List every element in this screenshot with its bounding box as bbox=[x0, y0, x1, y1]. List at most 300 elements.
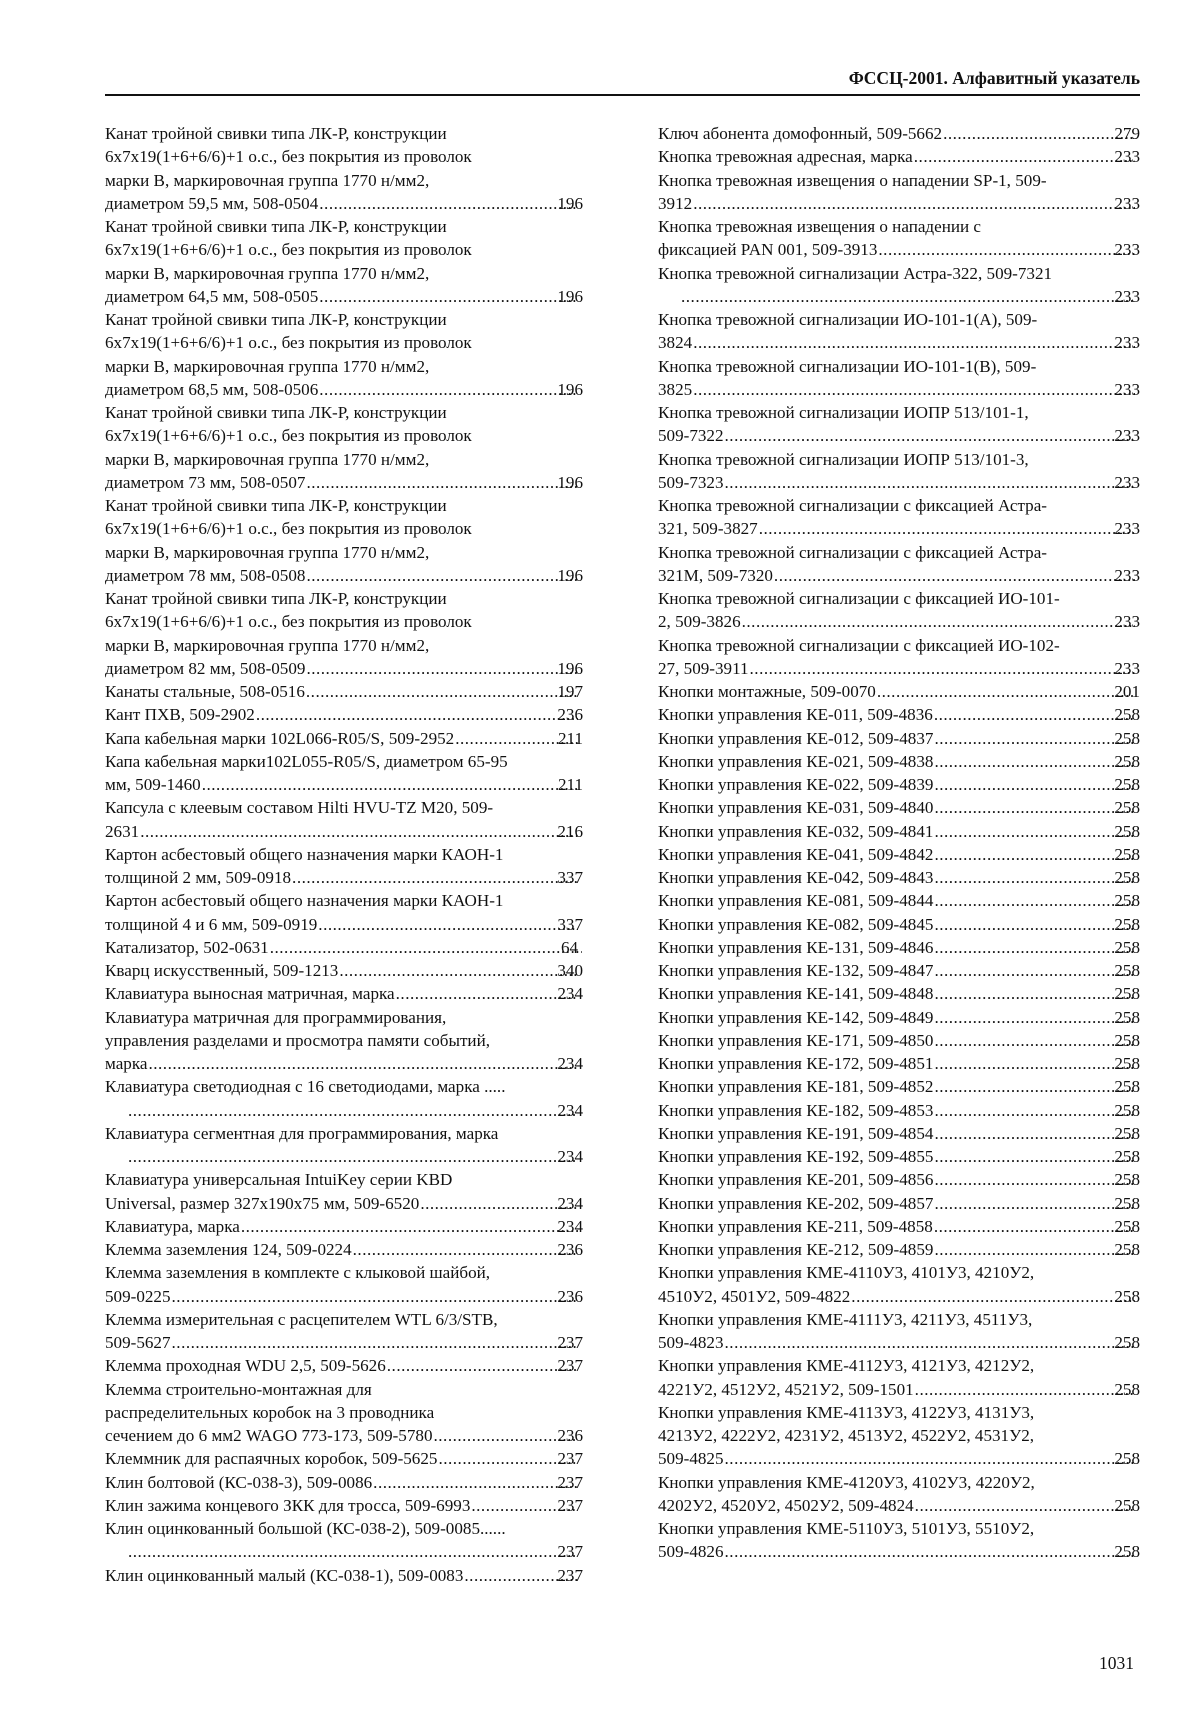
index-entry bbox=[658, 448, 1140, 495]
index-entry-last-line bbox=[658, 936, 1140, 959]
index-entry bbox=[658, 773, 1140, 796]
index-entry-text: Кнопки управления КЕ-082, 509-4845 bbox=[658, 914, 934, 934]
index-entry bbox=[105, 936, 583, 959]
dot-leader bbox=[914, 145, 1136, 168]
index-entry-last-line bbox=[658, 1075, 1140, 1098]
dot-leader bbox=[934, 889, 1135, 912]
index-entry-line: марки В, маркировочная группа 1770 н/мм2, bbox=[105, 263, 430, 283]
index-entry bbox=[105, 401, 583, 494]
index-entry-page: 197 bbox=[557, 682, 583, 701]
dot-leader bbox=[319, 285, 578, 308]
index-entry-page: 196 bbox=[557, 658, 583, 678]
index-entry bbox=[105, 1564, 583, 1587]
index-entry bbox=[658, 1052, 1140, 1075]
index-entry-page: 234 bbox=[557, 1054, 583, 1073]
index-entry-text: 509-4825 bbox=[658, 1449, 724, 1469]
index-entry-text: Кнопки управления КЕ-081, 509-4844 bbox=[658, 891, 934, 911]
index-entry bbox=[658, 634, 1140, 681]
index-entry-line: Кнопка тревожной сигнализации с фиксацией Астра- bbox=[658, 496, 1047, 515]
index-entry-last-line bbox=[105, 1424, 583, 1447]
index-entry-page: 233 bbox=[1114, 240, 1140, 260]
index-entry bbox=[658, 1099, 1140, 1122]
index-entry-text: Клин зажима концевого ЗКК для тросса, 509-6993 bbox=[105, 1495, 471, 1515]
index-entry-page: 337 bbox=[557, 914, 583, 934]
index-entry-page: 236 bbox=[557, 1240, 583, 1259]
index-entry-line: Канат тройной свивки типа ЛК-Р, конструкции bbox=[105, 124, 447, 143]
index-entry-text: фиксацией PAN 001, 509-3913 bbox=[658, 240, 878, 260]
index-entry-page: 258 bbox=[1114, 821, 1140, 841]
index-entry-text: Кнопки управления КЕ-041, 509-4842 bbox=[658, 844, 934, 864]
index-entry-page: 237 bbox=[557, 1542, 583, 1562]
dot-leader bbox=[306, 564, 578, 587]
index-entry-text: Клемма заземления 124, 509-0224 bbox=[105, 1240, 352, 1259]
index-entry bbox=[105, 796, 583, 843]
dot-leader bbox=[934, 1238, 1135, 1261]
index-entry-text: Кнопки управления КЕ-021, 509-4838 bbox=[658, 751, 934, 771]
index-entry-line: Кнопка тревожной сигнализации с фиксацией Астра- bbox=[658, 542, 1047, 562]
dot-leader bbox=[318, 913, 578, 936]
index-entry-text: 3824 bbox=[658, 333, 693, 353]
index-entry-last-line bbox=[105, 703, 583, 726]
index-entry-line: Канат тройной свивки типа ЛК-Р, конструкции bbox=[105, 589, 447, 608]
index-entry-line: 6х7х19(1+6+6/6)+1 о.с., без покрытия из проволок bbox=[105, 612, 472, 632]
index-entry-text: Катализатор, 502-0631 bbox=[105, 937, 269, 957]
index-entry-last-line bbox=[658, 1192, 1140, 1215]
index-entry-text: 4221У2, 4512У2, 4521У2, 509-1501 bbox=[658, 1379, 914, 1399]
index-entry-page: 236 bbox=[557, 1286, 583, 1306]
index-entry-page: 211 bbox=[557, 728, 583, 748]
index-entry-line: Кнопка тревожной сигнализации ИОПР 513/101-3, bbox=[658, 449, 1029, 469]
index-entry-page: 258 bbox=[1114, 1170, 1140, 1190]
index-entry-text: 509-7323 bbox=[658, 472, 724, 492]
index-entry bbox=[658, 1192, 1140, 1215]
index-entry-last-line bbox=[658, 610, 1140, 633]
index-entry bbox=[658, 262, 1140, 309]
index-entry bbox=[105, 982, 583, 1005]
index-entry-text: Кнопки управления КЕ-171, 509-4850 bbox=[658, 1030, 934, 1050]
index-entry bbox=[658, 1029, 1140, 1052]
index-entry-page: 258 bbox=[1114, 1100, 1140, 1120]
index-entry-last-line bbox=[658, 1052, 1140, 1075]
index-entry-text: Кнопки управления КЕ-031, 509-4840 bbox=[658, 798, 934, 818]
index-entry-text: Клин болтовой (КС-038-3), 509-0086 bbox=[105, 1472, 373, 1492]
index-entry-text: Кнопки управления КЕ-181, 509-4852 bbox=[658, 1077, 934, 1097]
index-entry-last-line bbox=[105, 959, 583, 982]
index-entry bbox=[105, 587, 583, 680]
index-entry-line: Клавиатура матричная для программирования, bbox=[105, 1007, 447, 1027]
index-entry-last-line bbox=[658, 145, 1140, 168]
index-entry bbox=[105, 1261, 583, 1308]
index-entry-line: Кнопка тревожной сигнализации с фиксацией ИО-102- bbox=[658, 635, 1060, 655]
page-header bbox=[105, 62, 1140, 96]
index-entry-text: Кнопки управления КЕ-142, 509-4849 bbox=[658, 1007, 934, 1027]
index-entry-text: 4202У2, 4520У2, 4502У2, 509-4824 bbox=[658, 1495, 914, 1515]
dot-leader bbox=[934, 982, 1135, 1005]
index-entry-page: 233 bbox=[1114, 286, 1140, 306]
index-entry bbox=[105, 1122, 583, 1169]
index-entry-text: Universal, размер 327х190х75 мм, 509-6520 bbox=[105, 1193, 420, 1213]
index-entry-text: диаметром 82 мм, 508-0509 bbox=[105, 658, 306, 678]
index-entry-text: Кнопки управления КЕ-042, 509-4843 bbox=[658, 868, 934, 887]
index-entry bbox=[105, 727, 583, 750]
index-entry-page: 234 bbox=[557, 1216, 583, 1236]
index-entry-line: Канат тройной свивки типа ЛК-Р, конструкции bbox=[105, 403, 447, 422]
index-entry-text: Кнопки монтажные, 509-0070 bbox=[658, 682, 876, 701]
index-entry bbox=[658, 1471, 1140, 1518]
index-entry-page: 258 bbox=[1114, 751, 1140, 771]
index-entry-last-line bbox=[658, 1215, 1140, 1238]
index-entry-last-line bbox=[105, 564, 583, 587]
index-entry bbox=[658, 680, 1140, 703]
index-entry-page: 233 bbox=[1114, 147, 1140, 167]
index-entry-last-line bbox=[127, 1540, 583, 1563]
dot-leader bbox=[353, 1238, 579, 1261]
index-entry bbox=[105, 1075, 583, 1122]
index-entry bbox=[105, 703, 583, 726]
dot-leader bbox=[934, 773, 1135, 796]
dot-leader bbox=[915, 1494, 1136, 1517]
index-entry bbox=[658, 1238, 1140, 1261]
index-entry-line: Кнопка тревожной сигнализации Астра-322, 509-7321 bbox=[658, 263, 1053, 283]
index-entry-last-line bbox=[105, 1354, 583, 1377]
index-entry-page: 258 bbox=[1114, 1286, 1140, 1306]
index-entry-page: 258 bbox=[1114, 1379, 1140, 1399]
index-entry-page: 258 bbox=[1114, 1449, 1140, 1469]
index-entry-text: 3912 bbox=[658, 193, 693, 213]
index-entry bbox=[658, 215, 1140, 262]
index-entry-line: Кнопка тревожная извещения о нападении с bbox=[658, 217, 982, 236]
index-entry bbox=[105, 959, 583, 982]
index-entry-text: марка bbox=[105, 1054, 148, 1073]
index-column-left bbox=[105, 122, 583, 1587]
dot-leader bbox=[306, 471, 578, 494]
index-entry-line: марки В, маркировочная группа 1770 н/мм2, bbox=[105, 542, 430, 562]
index-entry-text: 509-0225 bbox=[105, 1286, 171, 1306]
index-entry bbox=[658, 1122, 1140, 1145]
index-entry-line: Картон асбестовый общего назначения марки КАОН-1 bbox=[105, 891, 504, 911]
index-entry-page: 201 bbox=[1114, 682, 1140, 701]
index-entry-text: 509-5627 bbox=[105, 1333, 171, 1352]
index-entry-line: 6х7х19(1+6+6/6)+1 о.с., без покрытия из проволок bbox=[105, 519, 472, 539]
index-entry bbox=[658, 1401, 1140, 1471]
index-entry-last-line bbox=[105, 727, 583, 750]
index-entry-last-line bbox=[105, 982, 583, 1005]
index-entry bbox=[105, 1308, 583, 1355]
index-entry-line: распределительных коробок на 3 проводника bbox=[105, 1402, 435, 1422]
index-entry-page: 258 bbox=[1114, 868, 1140, 887]
index-entry-line: 6х7х19(1+6+6/6)+1 о.с., без покрытия из проволок bbox=[105, 333, 472, 353]
index-entry bbox=[105, 889, 583, 936]
index-entry bbox=[658, 401, 1140, 448]
index-entry-page: 258 bbox=[1114, 775, 1140, 794]
index-entry-page: 237 bbox=[557, 1472, 583, 1492]
index-entry-page: 258 bbox=[1114, 891, 1140, 911]
index-entry-text: Кнопки управления КЕ-202, 509-4857 bbox=[658, 1193, 934, 1213]
index-entry-text: Кант ПХВ, 509-2902 bbox=[105, 705, 255, 725]
dot-leader bbox=[202, 773, 579, 796]
page-number: 1031 bbox=[1099, 1653, 1134, 1673]
index-entry-last-line bbox=[658, 1331, 1140, 1354]
index-entry bbox=[105, 122, 583, 215]
index-entry-text: Кнопки управления КЕ-131, 509-4846 bbox=[658, 937, 934, 957]
index-entry-page: 234 bbox=[557, 1147, 583, 1166]
index-entry-last-line bbox=[658, 378, 1140, 401]
index-entry-last-line bbox=[658, 750, 1140, 773]
index-entry-last-line bbox=[105, 378, 583, 401]
index-entry-last-line: Катализатор, 502-0631 ..... 64 bbox=[127, 936, 583, 959]
index-entry-line: 4213У2, 4222У2, 4231У2, 4513У2, 4522У2, 4531У2, bbox=[658, 1426, 1035, 1445]
dot-leader bbox=[915, 1378, 1136, 1401]
index-entry-last-line bbox=[658, 1006, 1140, 1029]
index-entry-page: 233 bbox=[1114, 565, 1140, 585]
index-entry-text: 2631 bbox=[105, 821, 140, 841]
dot-leader bbox=[934, 1099, 1135, 1122]
index-entry-text: 509-4823 bbox=[658, 1333, 724, 1352]
index-entry-page: 258 bbox=[1114, 1240, 1140, 1259]
index-entry-last-line bbox=[658, 517, 1140, 540]
index-entry-last-line bbox=[658, 1238, 1140, 1261]
index-entry-page: 216 bbox=[557, 821, 583, 841]
dot-leader bbox=[759, 517, 1136, 540]
index-entry-line: Кнопки управления КМЕ-4120У3, 4102У3, 4220У2, bbox=[658, 1472, 1035, 1492]
index-entry-text: Кнопки управления КЕ-191, 509-4854 bbox=[658, 1123, 934, 1143]
index-entry-page: 196 bbox=[557, 193, 583, 213]
index-entry-page: 196 bbox=[557, 565, 583, 585]
dot-leader bbox=[172, 1285, 579, 1308]
index-entry bbox=[658, 1075, 1140, 1098]
index-entry-text: диаметром 68,5 мм, 508-0506 bbox=[105, 379, 319, 399]
index-entry bbox=[105, 494, 583, 587]
index-entry bbox=[105, 750, 583, 797]
index-entry bbox=[658, 889, 1140, 912]
index-entry-page: 196 bbox=[557, 379, 583, 399]
dot-leader bbox=[420, 1192, 578, 1215]
index-entry-line: Кнопка тревожной сигнализации с фиксацией ИО-101- bbox=[658, 589, 1060, 608]
index-entry-text: Клавиатура, марка bbox=[105, 1216, 240, 1236]
index-entry-text: толщиной 2 мм, 509-0918 bbox=[105, 868, 292, 887]
index-entry-line: Кнопки управления КМЕ-5110У3, 5101У3, 5510У2, bbox=[658, 1519, 1035, 1538]
index-entry-page: 258 bbox=[1114, 844, 1140, 864]
index-entry-line: Кнопка тревожная извещения о нападении SP-1, 509- bbox=[658, 170, 1047, 190]
dot-leader bbox=[339, 959, 578, 982]
index-entry-line: Клавиатура универсальная IntuiKey серии KBD bbox=[105, 1170, 453, 1190]
index-entry-text: Кнопки управления КЕ-201, 509-4856 bbox=[658, 1170, 934, 1190]
index-entry-last-line bbox=[105, 773, 583, 796]
index-entry-page: 234 bbox=[557, 984, 583, 1004]
index-entry-page: 258 bbox=[1114, 728, 1140, 748]
index-entry-page: 236 bbox=[557, 1426, 583, 1445]
index-entry bbox=[105, 1215, 583, 1238]
index-entry-text: сечением до 6 мм2 WAGO 773-173, 509-5780 bbox=[105, 1426, 433, 1445]
dot-leader bbox=[934, 1122, 1135, 1145]
index-entry-page: 258 bbox=[1114, 1030, 1140, 1050]
index-entry bbox=[105, 1447, 583, 1470]
index-entry bbox=[658, 145, 1140, 168]
index-entry-text: Канаты стальные, 508-0516 bbox=[105, 682, 305, 701]
dot-leader bbox=[934, 1145, 1135, 1168]
index-entry-line: Клин оцинкованный большой (КС-038-2), 509-0085...... bbox=[105, 1519, 506, 1538]
index-entry-text: диаметром 73 мм, 508-0507 bbox=[105, 472, 306, 492]
index-entry-last-line bbox=[105, 913, 583, 936]
dot-leader bbox=[396, 982, 579, 1005]
index-entry bbox=[658, 866, 1140, 889]
index-entry-page: 337 bbox=[557, 868, 583, 887]
index-entry-last-line bbox=[658, 982, 1140, 1005]
index-entry-page: 233 bbox=[1114, 519, 1140, 539]
index-entry-last-line bbox=[105, 866, 583, 889]
dot-leader bbox=[934, 1029, 1135, 1052]
index-entry-page: 237 bbox=[557, 1449, 583, 1469]
index-entry-line: 6х7х19(1+6+6/6)+1 о.с., без покрытия из проволок bbox=[105, 240, 472, 260]
index-entry-page: 211 bbox=[557, 775, 583, 794]
dot-leader bbox=[256, 703, 579, 726]
dot-leader bbox=[943, 122, 1135, 145]
index-entry bbox=[658, 1517, 1140, 1564]
index-entry-line: Кнопки управления КМЕ-4111У3, 4211У3, 4511У3, bbox=[658, 1309, 1033, 1329]
index-entry bbox=[105, 1354, 583, 1377]
index-entry-last-line bbox=[658, 1378, 1140, 1401]
dot-leader bbox=[934, 727, 1135, 750]
dot-leader bbox=[934, 1215, 1136, 1238]
index-entry-text: Кнопки управления КЕ-032, 509-4841 bbox=[658, 821, 934, 841]
index-entry-last-line bbox=[127, 1099, 583, 1122]
index-entry-last-line bbox=[105, 1285, 583, 1308]
dot-leader bbox=[934, 866, 1135, 889]
index-entry-text: Кнопки управления КЕ-192, 509-4855 bbox=[658, 1147, 934, 1166]
index-entry-last-line bbox=[105, 1331, 583, 1354]
dot-leader bbox=[681, 285, 1135, 308]
index-entry-text: 509-4826 bbox=[658, 1542, 724, 1562]
index-entry-line: Кнопка тревожной сигнализации ИОПР 513/101-1, bbox=[658, 403, 1029, 422]
index-entry-last-line bbox=[658, 238, 1140, 261]
index-entry-page: 233 bbox=[1114, 426, 1140, 446]
index-entry-text: диаметром 64,5 мм, 508-0505 bbox=[105, 286, 319, 306]
index-entry-last-line bbox=[658, 866, 1140, 889]
index-entry-page: 340 bbox=[557, 961, 583, 980]
index-entry-page: 258 bbox=[1114, 984, 1140, 1004]
dot-leader bbox=[148, 1052, 578, 1075]
index-entry-text: 4510У2, 4501У2, 509-4822 bbox=[658, 1286, 851, 1306]
index-entry-last-line bbox=[658, 796, 1140, 819]
index-entry bbox=[105, 308, 583, 401]
index-column-right bbox=[658, 122, 1140, 1564]
index-entry-text: диаметром 78 мм, 508-0508 bbox=[105, 565, 306, 585]
index-entry bbox=[658, 587, 1140, 634]
dot-leader bbox=[725, 471, 1136, 494]
index-entry-line: Капсула с клеевым составом Hilti HVU-TZ M20, 509- bbox=[105, 798, 494, 818]
index-entry bbox=[105, 843, 583, 890]
index-entry-line: Клемма измерительная с расцепителем WTL 6/3/STB, bbox=[105, 1309, 498, 1329]
index-entry bbox=[658, 541, 1140, 588]
index-entry bbox=[658, 913, 1140, 936]
index-entry-last-line bbox=[105, 285, 583, 308]
dot-leader bbox=[373, 1471, 578, 1494]
index-entry-page: 258 bbox=[1114, 798, 1140, 818]
index-entry-last-line bbox=[658, 680, 1140, 703]
index-entry bbox=[658, 122, 1140, 145]
index-entry bbox=[105, 1517, 583, 1564]
index-entry-text: 3825 bbox=[658, 379, 693, 399]
index-entry-page: 233 bbox=[1114, 658, 1140, 678]
dot-leader bbox=[934, 796, 1135, 819]
index-entry-last-line bbox=[658, 331, 1140, 354]
index-entry-last-line bbox=[658, 889, 1140, 912]
dot-leader bbox=[934, 843, 1135, 866]
dot-leader bbox=[241, 1215, 579, 1238]
index-entry-text: Кнопки управления КЕ-172, 509-4851 bbox=[658, 1054, 934, 1073]
index-entry bbox=[658, 1261, 1140, 1308]
index-entry-text: 2, 509-3826 bbox=[658, 612, 741, 632]
index-entry-page: 233 bbox=[1114, 333, 1140, 353]
dot-leader bbox=[693, 331, 1135, 354]
index-entry-text: Кнопки управления КЕ-182, 509-4853 bbox=[658, 1100, 934, 1120]
index-entry-line: марки В, маркировочная группа 1770 н/мм2, bbox=[105, 356, 430, 376]
index-entry-page: 258 bbox=[1114, 1123, 1140, 1143]
dot-leader bbox=[934, 750, 1135, 773]
index-entry-last-line bbox=[658, 1494, 1140, 1517]
dot-leader bbox=[851, 1285, 1135, 1308]
index-entry bbox=[658, 1354, 1140, 1401]
dot-leader bbox=[140, 820, 578, 843]
index-entry bbox=[658, 936, 1140, 959]
index-entry-last-line bbox=[658, 1540, 1140, 1563]
index-entry bbox=[658, 308, 1140, 355]
index-entry bbox=[105, 1378, 583, 1448]
index-entry-text: диаметром 59,5 мм, 508-0504 bbox=[105, 193, 319, 213]
index-entry-text: мм, 509-1460 bbox=[105, 775, 201, 794]
header-title: ФССЦ-2001. Алфавитный указатель bbox=[848, 68, 1140, 88]
index-entry-last-line bbox=[658, 1285, 1140, 1308]
index-entry-text: 27, 509-3911 bbox=[658, 658, 749, 678]
index-entry-last-line bbox=[105, 1192, 583, 1215]
index-entry-last-line bbox=[105, 1052, 583, 1075]
dot-leader bbox=[934, 1168, 1135, 1191]
index-entry-line: Клавиатура светодиодная с 16 светодиодами, марка ..... bbox=[105, 1077, 506, 1097]
dot-leader bbox=[742, 610, 1136, 633]
dot-leader bbox=[725, 424, 1136, 447]
index-entry-last-line bbox=[658, 1029, 1140, 1052]
index-entry-page: 279 bbox=[1114, 124, 1140, 143]
index-entry-line: Кнопки управления КМЕ-4113У3, 4122У3, 4131У3, bbox=[658, 1402, 1035, 1422]
index-entry bbox=[658, 1215, 1140, 1238]
dot-leader bbox=[750, 657, 1136, 680]
index-entry bbox=[105, 1006, 583, 1076]
index-entry-line: управления разделами и просмотра памяти событий, bbox=[105, 1030, 491, 1050]
index-entry-text: 321, 509-3827 bbox=[658, 519, 758, 539]
index-entry-text: Кнопки управления КЕ-212, 509-4859 bbox=[658, 1240, 934, 1259]
index-entry-last-line bbox=[105, 1494, 583, 1517]
index-entry-page: 237 bbox=[557, 1356, 583, 1376]
dot-leader bbox=[774, 564, 1135, 587]
index-entry-line: Канат тройной свивки типа ЛК-Р, конструкции bbox=[105, 217, 447, 236]
index-entry-text: Кнопка тревожная адресная, марка bbox=[658, 147, 913, 167]
index-entry-line: марки В, маркировочная группа 1770 н/мм2, bbox=[105, 635, 430, 655]
index-entry-last-line bbox=[105, 657, 583, 680]
dot-leader bbox=[292, 866, 578, 889]
index-entry-page: 233 bbox=[1114, 472, 1140, 492]
index-entry-text: Клавиатура выносная матричная, марка bbox=[105, 984, 395, 1004]
index-entry-last-line bbox=[658, 424, 1140, 447]
index-entry bbox=[658, 727, 1140, 750]
index-entry-page: 258 bbox=[1114, 1147, 1140, 1166]
index-entry bbox=[658, 982, 1140, 1005]
index-entry-line: Кнопка тревожной сигнализации ИО-101-1(В), 509- bbox=[658, 356, 1037, 376]
index-entry-line: Канат тройной свивки типа ЛК-Р, конструкции bbox=[105, 496, 447, 515]
index-entry-last-line bbox=[127, 1145, 583, 1168]
index-entry-last-line bbox=[105, 1238, 583, 1261]
index-entry-last-line bbox=[658, 703, 1140, 726]
dot-leader bbox=[877, 680, 1136, 703]
